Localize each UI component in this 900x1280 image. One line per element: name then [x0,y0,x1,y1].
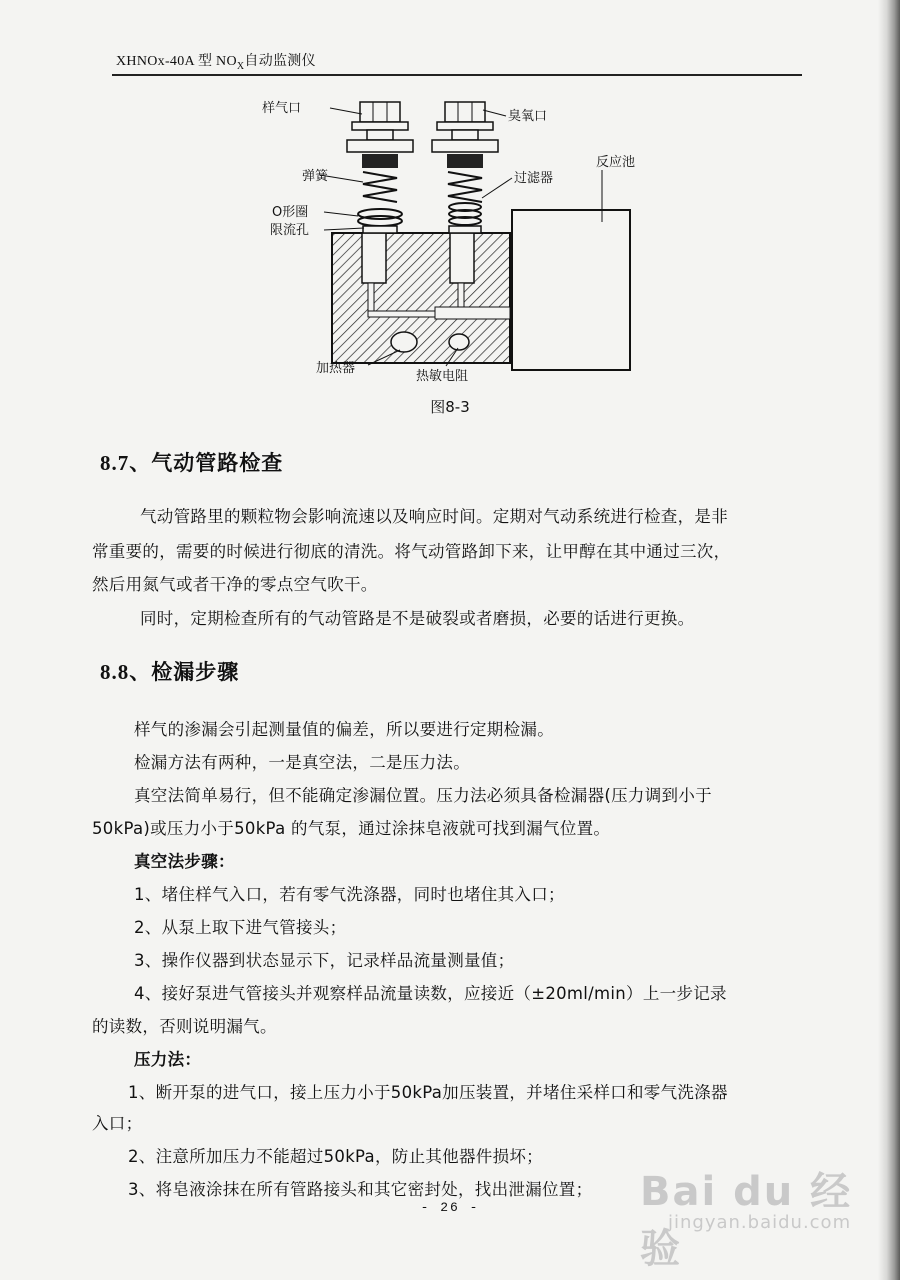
label-spring: 弹簧 [302,169,329,184]
label-sample-inlet: 样气口 [262,101,302,116]
header-title-subscript: X [236,60,245,72]
figure-8-3-diagram [250,90,670,390]
vacuum-step-2: 2、从泵上取下进气管接头； [134,918,347,937]
section-8-8-title [100,656,239,686]
vacuum-method-title: 真空法步骤： [134,852,235,871]
vacuum-step-4-line2: 的读数，否则说明漏气。 [92,1017,277,1036]
manifold-block [332,233,510,363]
section-8-8-number: 8.8、 [100,660,152,684]
vacuum-step-1: 1、堵住样气入口，若有零气洗涤器，同时也堵住其入口； [134,885,565,904]
vacuum-step-3: 3、操作仪器到状态显示下，记录样品流量测量值； [134,951,515,970]
reaction-cell-box [512,210,630,370]
label-heater: 加热器 [316,361,356,376]
section-8-8-text: 检漏步骤 [151,660,240,684]
section-8-7-text: 气动管路检查 [151,451,284,475]
section-8-7-para2: 同时，定期检查所有的气动管路是不是破裂或者磨损，必要的话进行更换。 [140,609,695,628]
section-8-7-para1-line1: 气动管路里的颗粒物会影响流速以及响应时间。定期对气动系统进行检查，是非 [140,507,728,526]
section-8-7-para1-line2: 常重要的，需要的时候进行彻底的清洗。将气动管路卸下来，让甲醇在其中通过三次， [92,542,731,561]
label-orifice: 限流孔 [270,223,310,238]
watermark-url: jingyan.baidu.com [668,1212,852,1233]
section-8-7-para1-line3: 然后用氮气或者干净的零点空气吹干。 [92,575,378,594]
spring-left [363,172,397,202]
section-8-8-line2: 检漏方法有两种，一是真空法，二是压力法。 [134,753,470,772]
ozone-inlet-fitting [432,102,498,233]
section-8-8-line3: 真空法简单易行，但不能确定渗漏位置。压力法必须具备检漏器(压力调到小于 [134,786,712,805]
figure-caption: 图8-3 [430,398,470,416]
pressure-step-2: 2、注意所加压力不能超过50kPa，防止其他器件损坏； [128,1147,543,1166]
pressure-step-3: 3、将皂液涂抹在所有管路接头和其它密封处，找出泄漏位置； [128,1180,593,1199]
spring-right [448,172,482,202]
sample-inlet-fitting [347,102,413,233]
watermark-brand: Bai du 经验 [640,1169,853,1272]
heater-hole [391,332,417,352]
pressure-step-1-line2: 入口； [92,1114,143,1133]
label-o-ring: O形圈 [272,205,309,220]
label-ozone-inlet: 臭氧口 [508,109,548,124]
header-title-prefix: XHNOx-40A 型 NO [116,54,237,69]
pressure-step-1-line1: 1、断开泵的进气口，接上压力小于50kPa加压装置，并堵住采样口和零气洗涤器 [128,1083,728,1102]
thermistor-hole [449,334,469,350]
label-filter: 过滤器 [514,171,554,186]
section-8-8-line1: 样气的渗漏会引起测量值的偏差，所以要进行定期检漏。 [134,720,554,739]
section-8-8-line4: 50kPa)或压力小于50kPa 的气泵，通过涂抹皂液就可找到漏气位置。 [92,819,611,838]
section-8-7-number: 8.7、 [100,451,152,475]
label-thermistor: 热敏电阻 [416,369,469,384]
page-number: - 26 - [420,1200,480,1215]
pressure-method-title: 压力法： [134,1050,202,1069]
header-title-suffix: 自动监测仪 [244,54,316,69]
baidu-watermark [640,1150,870,1272]
vacuum-step-4-line1: 4、接好泵进气管接头并观察样品流量读数，应接近（±20ml/min）上一步记录 [134,984,727,1003]
section-8-7-title [100,447,283,477]
label-reaction-cell: 反应池 [596,155,636,170]
header-rule [112,74,802,76]
running-header [116,50,316,72]
scan-edge-shadow [878,0,900,1280]
